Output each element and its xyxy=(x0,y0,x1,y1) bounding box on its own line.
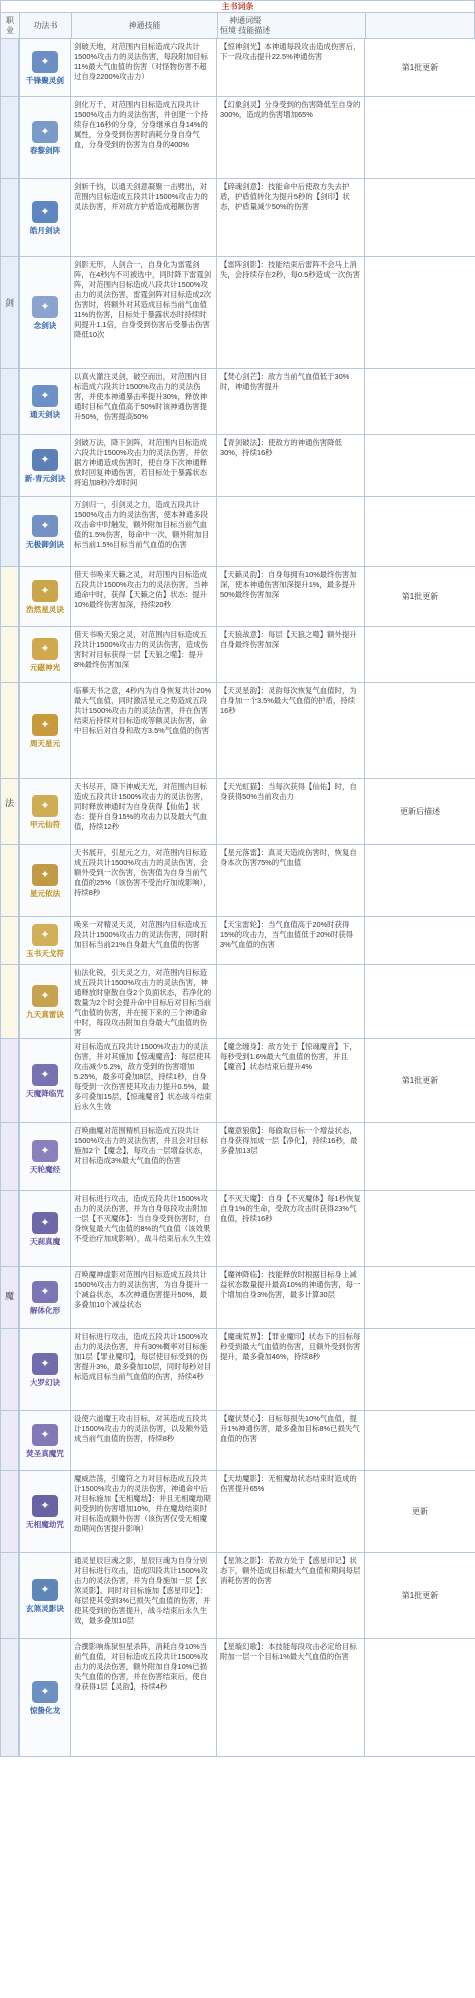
book-icon: ✦ xyxy=(32,1681,58,1703)
table-row xyxy=(0,779,475,845)
update-note xyxy=(365,369,475,434)
skill-book-name: 千锋聚灵剑 xyxy=(26,75,64,85)
skill-affix: 【碎魂剑意】：技能命中后使敌方失去护盾，护盾值转化为提升5秒的【剑印】状态，护盾量减少50%的伤害 xyxy=(217,179,365,256)
skill-description: 万剑归一，引剑灵之力，造成五段共计1500%攻击力的灵法伤害，使本神通多段攻击命中时触发，额外附加目标当前气血值的1.5%伤害，每命中一次，额外附加目标当前1.5%目标当前气血值的伤害 xyxy=(71,497,217,566)
skill-book-name: 皓月剑诀 xyxy=(29,225,61,235)
skill-book-cell xyxy=(19,1553,71,1638)
skill-affix: 【天灵星韵】：灵韵每次恢复气血值时，为自身加一个3.5%最大气血值的护盾，持续16秒 xyxy=(217,683,365,778)
table-row xyxy=(0,917,475,965)
skill-description: 通灵星辰巨魂之影，星辰巨魂为自身分别对目标进行攻击，造成四段共计1500%攻击力的灵法伤害，并为自身施加一层【玄煞灵影】，同时对目标施加【惑星印记】：每层使其受到3%已损失气血值的伤害，并使其受到的伤害提升，战斗结束后永久生效，最多叠加10层 xyxy=(71,1553,217,1638)
book-icon: ✦ xyxy=(32,385,58,407)
update-note xyxy=(365,179,475,256)
update-note xyxy=(365,1123,475,1190)
update-note xyxy=(365,627,475,682)
update-note xyxy=(365,1411,475,1470)
skill-description: 临摹天书之意，4秒内为自身恢复共计20%最大气血值，同时激活星元之势造成五段共计1500%攻击力的灵法伤害，并在伤害结束后持续对目标造成等额灵法伤害，命中目标后对自身和敌方3.5%气血值的伤害 xyxy=(71,683,217,778)
skill-description: 剑化万千，对范围内目标造成五段共计1500%攻击力的灵法伤害，并创建一个持续存在16秒的分身，分身继承自身14%的属性，分身受到伤害时消耗分身自身气血，分身受到的伤害为自身的400% xyxy=(71,97,217,178)
skill-description: 对目标进行攻击，造成五段共计1500%攻击力的灵法伤害，并有30%概率对目标施加1层【罪业魔印】，每层使目标受到的伤害提升3%，最多叠加10层，同时每秒对目标造成目标当前气血值的伤害，持续4秒 xyxy=(71,1329,217,1410)
skill-book-name: 惊蛰化龙 xyxy=(29,1705,61,1715)
table-row xyxy=(0,1411,475,1471)
skill-description: 天书尽开，降下神威天光，对范围内目标造成五段共计1500%攻击力的灵法伤害，同时释放神通时为自身获得【仙佑】状态：提升自身15%的攻击力以及最大气血值，持续12秒 xyxy=(71,779,217,844)
book-icon: ✦ xyxy=(32,864,58,886)
table-row xyxy=(0,497,475,567)
skill-book-name: 天魔降临咒 xyxy=(26,1088,64,1098)
skill-book-cell xyxy=(19,1411,71,1470)
skill-description: 设使六道魔王攻击目标，对其造成五段共计1500%攻击力的灵法伤害，以及额外造成当前气血值的伤害，持续8秒 xyxy=(71,1411,217,1470)
skill-affix xyxy=(217,497,365,566)
table-header xyxy=(0,13,475,39)
skill-book-name: 元磁神光 xyxy=(29,662,61,672)
table-row xyxy=(0,369,475,435)
skill-description: 召唤幽魔对范围精机目标造成五段共计1500%攻击力的灵法伤害，并且会对目标施加2个【魔念】，每攻击一层增益状态，对目标造成3%最大气血值的伤害 xyxy=(71,1123,217,1190)
skill-description: 召唤魔神虚影对范围内目标造成五段共计1500%攻击力的灵法伤害，为自身提升一个减益状态，本次神通伤害提升50%，最多叠加10个减益状态 xyxy=(71,1267,217,1328)
skill-book-name: 天轮魔经 xyxy=(29,1164,61,1174)
skill-affix: 【魔伏焚心】：目标每损失10%气血值，提升1%神通伤害，最多叠加目标8%已损失气血值的伤害 xyxy=(217,1411,365,1470)
book-icon: ✦ xyxy=(32,1495,58,1517)
skill-book-cell xyxy=(19,845,71,916)
skill-affix: 【星煞之影】：若敌方处于【惑星印记】状态下，额外造成目标最大气血值和期间每层消耗伤害的伤害 xyxy=(217,1553,365,1638)
table-row xyxy=(0,1553,475,1639)
skill-book-name: 无极御剑诀 xyxy=(26,539,64,549)
skill-book-name: 无相魔劫咒 xyxy=(26,1519,64,1529)
update-note: 更新 xyxy=(412,1506,428,1516)
skill-description: 以真火灌注灵剑，破空而出，对范围内目标造成六段共计1500%攻击力的灵法伤害，并使本神通暴击率提升30%，释放神通时目标气血值高于50%时该神通伤害提升50%，伤害提高50% xyxy=(71,369,217,434)
update-note xyxy=(365,97,475,178)
skill-book-cell xyxy=(19,627,71,682)
skill-book-name: 九天真雷诀 xyxy=(26,1009,64,1019)
header-class: 职业 xyxy=(1,13,20,38)
header-skill: 神通技能 xyxy=(72,13,218,38)
skill-book-cell xyxy=(19,497,71,566)
skill-description: 唤来一对精灵天灵，对范围内目标造成五段共计1500%攻击力的灵法伤害，同时附加目标当前21%自身最大气血值的伤害 xyxy=(71,917,217,964)
skill-affix: 【魔意狼傲】：每偷取目标一个增益状态，自身获得加成一层【净化】，持续16秒，最多叠加13层 xyxy=(217,1123,365,1190)
section-label: 法 xyxy=(0,567,19,1039)
skill-description: 对目标进行攻击，造成五段共计1500%攻击力的灵法伤害，并为自身每段攻击附加一层【不灭魔体】：当自身受到伤害时，自身恢复最大气血值的8%的气血值（该效果不受治疗加成影响），战斗结束后永久生效 xyxy=(71,1191,217,1266)
table-row xyxy=(0,567,475,627)
table-row xyxy=(0,1039,475,1123)
skill-book-name: 通天剑诀 xyxy=(29,409,61,419)
table-title: 主书词条 xyxy=(0,0,475,13)
update-note xyxy=(365,965,475,1038)
skill-book-name: 甲元仙符 xyxy=(29,819,61,829)
skill-affix: 【不灭天魔】：自身【不灭魔体】每1秒恢复自身1%的生命，受敌方攻击时获得23%气血值，持续16秒 xyxy=(217,1191,365,1266)
skill-book-cell xyxy=(19,1639,71,1756)
book-icon: ✦ xyxy=(32,1140,58,1162)
update-note: 第1批更新 xyxy=(401,591,439,601)
update-note xyxy=(365,1191,475,1266)
skill-affix: 【天籁灵韵】：自身每拥有10%最终伤害加深，使本神通伤害加深提升1%，最多提升50%最终伤害加深 xyxy=(217,567,365,626)
skill-description: 剑斩千钧，以通天剑意凝聚一击劈出，对范围内目标造成五段共计1500%攻击力的灵法伤害，并对敌方护盾造成超额伤害 xyxy=(71,179,217,256)
book-icon: ✦ xyxy=(32,924,58,946)
table-row xyxy=(0,97,475,179)
skill-affix: 【幻象剑灵】分身受到的伤害降低至自身的300%，造成的伤害增加65% xyxy=(217,97,365,178)
skill-book-name: 天刹真魔 xyxy=(29,1236,61,1246)
update-note xyxy=(365,497,475,566)
book-icon: ✦ xyxy=(32,51,58,73)
skill-affix: 【魔神降临】：技能释放时根据目标身上减益状态数量提升最高10%的神通伤害，每一个增加自身3%伤害，最多计算30层 xyxy=(217,1267,365,1328)
skill-affix: 【青剑破法】：使敌方的神通伤害降低30%，持续16秒 xyxy=(217,435,365,496)
update-note xyxy=(365,435,475,496)
skill-book-cell xyxy=(19,917,71,964)
skill-book-cell xyxy=(19,1471,71,1552)
update-note xyxy=(365,917,475,964)
book-icon: ✦ xyxy=(32,985,58,1007)
skill-book-cell xyxy=(19,1191,71,1266)
book-icon: ✦ xyxy=(32,1353,58,1375)
skill-affix: 【天狼战意】：每层【天狼之噬】额外提升自身最终伤害加深 xyxy=(217,627,365,682)
book-icon: ✦ xyxy=(32,1281,58,1303)
skill-description: 天书展开，引星元之力，对范围内目标造成五段共计1500%攻击力的灵法伤害，会额外受到一次伤害，伤害值为自身当前气血值的25%（该伤害不受治疗加成影响），持续8秒 xyxy=(71,845,217,916)
skill-book-name: 玉书天戈符 xyxy=(26,948,64,958)
skill-description: 魔威浩荡，引魔符之力对目标造成五段共计1500%攻击力的灵法伤害，神通命中后对目标施加【无相魔劫】：并且无相魔劫期间受到的伤害增加10%，并在魔劫结束时对目标造成额外伤害（该伤害仅受无相魔劫期间伤害提升影响） xyxy=(71,1471,217,1552)
skill-affix xyxy=(217,965,365,1038)
skill-book-cell xyxy=(19,97,71,178)
table-row xyxy=(0,1123,475,1191)
skill-affix: 【天宝雷轮】：当气血值高于20%时获得15%的攻击力，当气血值低于20%时获得3%气血值的伤害 xyxy=(217,917,365,964)
skill-description: 剑影无形，人剑合一，自身化为雷霆剑阵，在4秒内不可被选中，同时降下雷霆剑阵，对范围内目标造成八段共计1500%攻击力的灵法伤害，雷霆剑阵对目标造成2次伤害时，将额外对其造成目标当前气血值11%的伤害，目标处于暴露状态时持续时间提升1.1倍，自身受到伤害后受暴击伤害降低10次 xyxy=(71,257,217,368)
table-row xyxy=(0,179,475,257)
book-icon: ✦ xyxy=(32,121,58,143)
update-note: 第1批更新 xyxy=(401,1590,439,1600)
skill-book-cell xyxy=(19,179,71,256)
table-row xyxy=(0,1267,475,1329)
skill-description: 合撰影响炼狱恒星杀阵，消耗自身10%当前气血值，对目标造成五段共计1500%攻击力的灵法伤害，额外附加自身10%已损失气血值的伤害，并在伤害结束后，使自身获得1层【灵韵】，持续4秒 xyxy=(71,1639,217,1756)
book-icon: ✦ xyxy=(32,795,58,817)
skill-description: 剑破万法，降下剑阵，对范围内目标造成六段共计1500%攻击力的灵法伤害，并依据方神通造成伤害时，使自身下次神通释放时回复神通伤害，若目标处于暴露状态将追加8秒冷却时间 xyxy=(71,435,217,496)
skill-affix: 【魔念缠身】：敌方处于【惊魂魔音】下，每秒受到1.6%最大气血值的伤害，并且【魔音】状态结束后提升4% xyxy=(217,1039,365,1122)
book-icon: ✦ xyxy=(32,296,58,318)
skill-book-cell xyxy=(19,567,71,626)
table-row xyxy=(0,627,475,683)
header-name: 功法书 xyxy=(20,13,72,38)
update-note: 第1批更新 xyxy=(401,1075,439,1085)
skill-book-name: 大罗幻诀 xyxy=(29,1377,61,1387)
skill-affix: 【雷阵剑影】：技能结束后雷阵不会马上消失，会持续存在2秒，每0.5秒造成一次伤害 xyxy=(217,257,365,368)
update-note: 第1批更新 xyxy=(401,62,439,72)
skill-description: 仙法化锐，引天灵之力，对范围内目标造成五段共计1500%攻击力的灵法伤害，神通释放时驱散自身2个负面状态，若净化的数量为2个时会提升命中目标后对目标当前气血值的伤害，并在接下来的三个神通命中时，每段攻击附加自身最大气血值的伤害 xyxy=(71,965,217,1038)
book-icon: ✦ xyxy=(32,449,58,471)
skill-affix: 【星璇幻歌】：本技能每段攻击必定给目标附加一层一个目标1%最大气血值的伤害 xyxy=(217,1639,365,1756)
skill-book-cell xyxy=(19,257,71,368)
book-icon: ✦ xyxy=(32,201,58,223)
skill-affix: 【天光虹猫】：当每次获得【仙佑】时，自身获得50%当前攻击力 xyxy=(217,779,365,844)
skill-book-cell xyxy=(19,779,71,844)
skill-book-cell xyxy=(19,435,71,496)
section-label: 魔 xyxy=(0,1039,19,1553)
table-row xyxy=(0,1639,475,1757)
update-note xyxy=(365,1639,475,1756)
skill-book-name: 浩然星灵诀 xyxy=(26,604,64,614)
skill-affix: 【天劫魔影】：无相魔劫状态结束时造成的伤害提升65% xyxy=(217,1471,365,1552)
update-note: 更新后描述 xyxy=(400,806,440,816)
update-note xyxy=(365,845,475,916)
book-icon: ✦ xyxy=(32,638,58,660)
header-tag: 神通词缀 恒境 技能描述 xyxy=(218,13,366,38)
skill-book-cell xyxy=(19,683,71,778)
skill-description: 借天书唤来天籁之灵，对范围内目标造成五段共计1500%攻击力的灵法伤害，当神通命中时，获得【天籁之佑】状态：提升10%最终伤害加深，持续20秒 xyxy=(71,567,217,626)
skill-book-cell xyxy=(19,965,71,1038)
table-row xyxy=(0,39,475,97)
skill-book-cell xyxy=(19,1039,71,1122)
section-label: 剑 xyxy=(0,39,19,567)
skill-description: 剑破天地，对范围内目标造成六段共计1500%攻击力的灵法伤害，每段附加目标11%最大气血值的伤害（对怪物伤害不超过自身2200%攻击力） xyxy=(71,39,217,96)
skill-book-name: 周天星元 xyxy=(29,738,61,748)
book-icon: ✦ xyxy=(32,1579,58,1601)
skill-book-name: 解体化形 xyxy=(29,1305,61,1315)
update-note xyxy=(365,257,475,368)
table-row xyxy=(0,845,475,917)
skill-book-cell xyxy=(19,39,71,96)
header-note xyxy=(366,13,475,38)
update-note xyxy=(365,1267,475,1328)
table-row xyxy=(0,257,475,369)
table-row xyxy=(0,435,475,497)
skill-book-name: 念剑诀 xyxy=(33,320,57,330)
skill-affix: 【魔魂荒界】：【罪业魔印】状态下的目标每秒受到最大气血值的伤害，且额外受到伤害提升，最多叠加46%，持续8秒 xyxy=(217,1329,365,1410)
book-icon: ✦ xyxy=(32,714,58,736)
skill-book-cell xyxy=(19,1267,71,1328)
update-note xyxy=(365,683,475,778)
skill-description: 对目标造成五段共计1500%攻击力的灵法伤害，并对其施加【惊魂魔音】：每层使其攻击减少5.2%，敌方受到的伤害增加5.25%，最多可叠加8层，持续1秒，自身每受到一次伤害使其攻击力提升0.5%，最多可叠加15层，【惊魂魔音】状态战斗结束后永久生效 xyxy=(71,1039,217,1122)
table-row xyxy=(0,1471,475,1553)
skill-affix: 【焚心剑芒】：敌方当前气血值低于30%时，神通伤害提升 xyxy=(217,369,365,434)
book-icon: ✦ xyxy=(32,1424,58,1446)
book-icon: ✦ xyxy=(32,515,58,537)
skill-book-cell xyxy=(19,1329,71,1410)
book-icon: ✦ xyxy=(32,1064,58,1086)
table-row xyxy=(0,965,475,1039)
skill-book-cell xyxy=(19,1123,71,1190)
skill-book-name: 新-青元剑诀 xyxy=(24,473,66,483)
table-row xyxy=(0,683,475,779)
update-note xyxy=(365,1329,475,1410)
book-icon: ✦ xyxy=(32,1212,58,1234)
table-row xyxy=(0,1191,475,1267)
skill-book-name: 焚圣真魔咒 xyxy=(26,1448,64,1458)
book-icon: ✦ xyxy=(32,580,58,602)
skill-affix: 【星元落雷】：真灵天造成伤害时，恢复自身本次伤害75%的气血值 xyxy=(217,845,365,916)
skill-book-cell xyxy=(19,369,71,434)
skill-book-name: 星元依法 xyxy=(29,888,61,898)
skill-affix: 【惊神剑光】本神通每段攻击造成伤害后，下一段攻击提升22.5%神通伤害 xyxy=(217,39,365,96)
skill-description: 借天书唤天狼之灵，对范围内目标造成五段共计1500%攻击力的灵法伤害，造成伤害时对目标获得一层【天狼之噬】：提升8%最终伤害加深 xyxy=(71,627,217,682)
skill-book-name: 玄煞灵影诀 xyxy=(26,1603,64,1613)
table-row xyxy=(0,1329,475,1411)
skill-book-name: 春黎剑阵 xyxy=(29,145,61,155)
